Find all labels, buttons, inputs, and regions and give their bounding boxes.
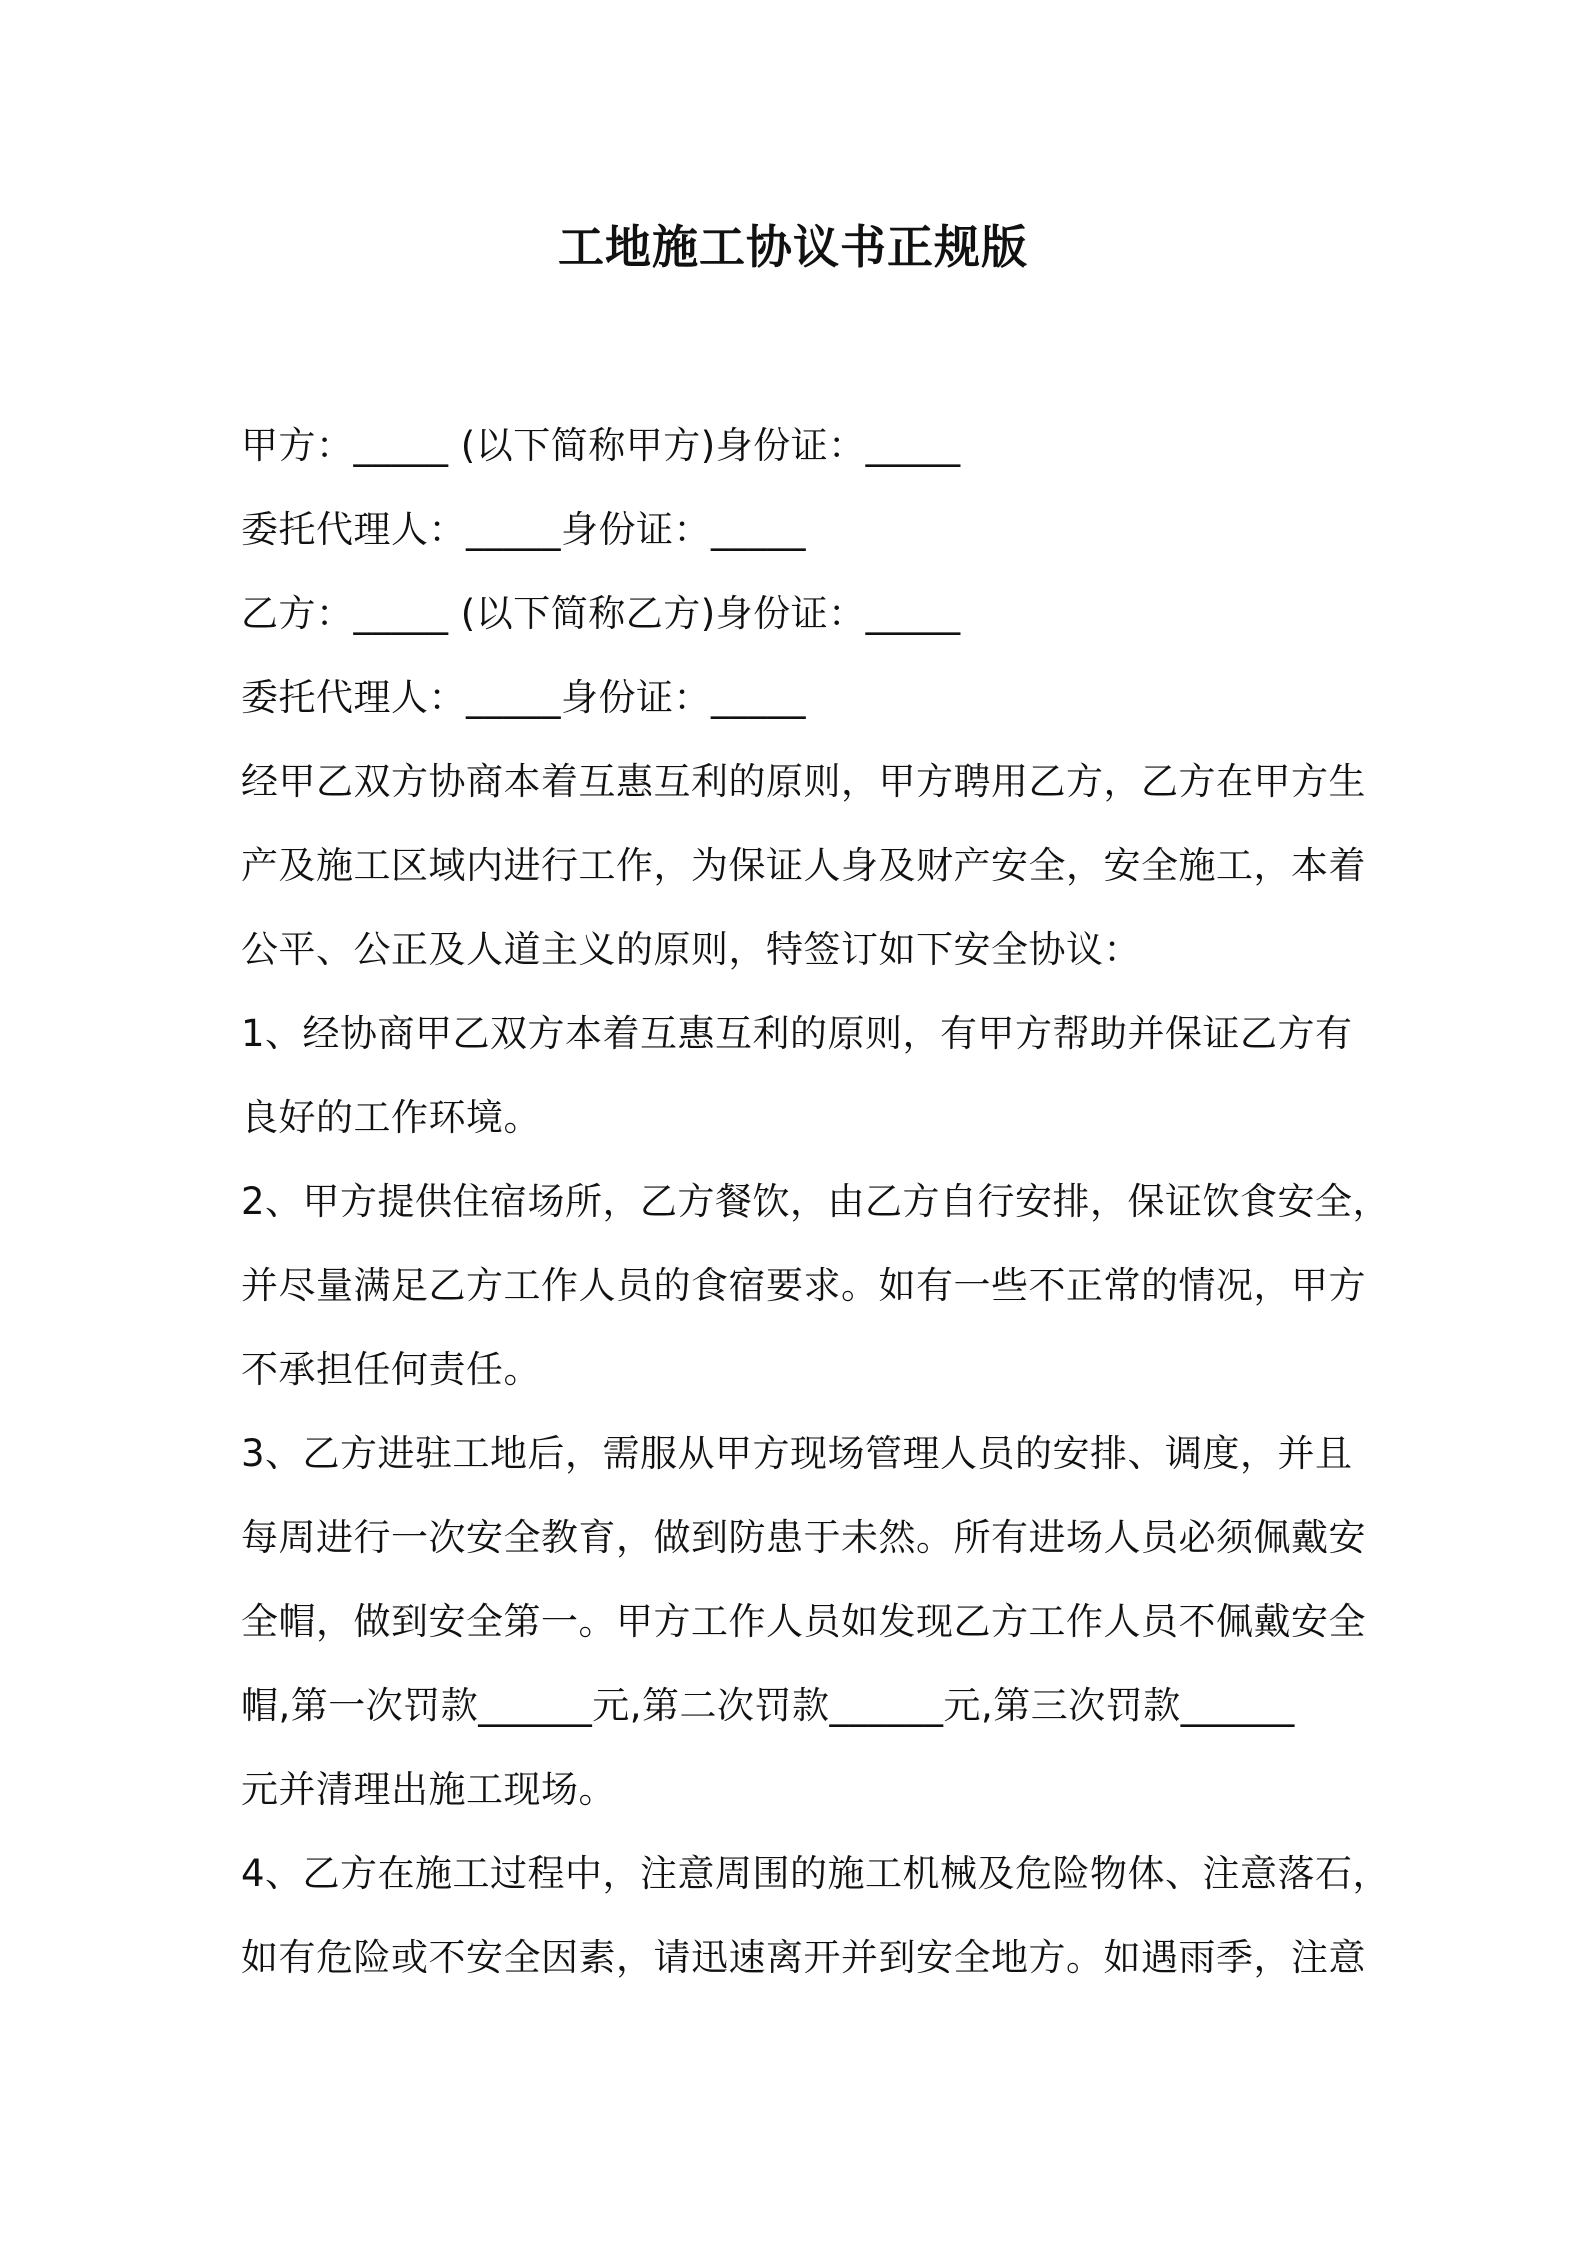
text-line: 全帽，做到安全第一。甲方工作人员如发现乙方工作人员不佩戴安全 (241, 1600, 1366, 1643)
text-line: 2、甲方提供住宿场所，乙方餐饮，由乙方自行安排，保证饮食安全， (241, 1180, 1391, 1223)
text-line: 如有危险或不安全因素，请迅速离开并到安全地方。如遇雨季，注意 (241, 1936, 1366, 1979)
text-line: 乙方：_____ (以下简称乙方)身份证：_____ (241, 592, 961, 635)
text-line: 1、经协商甲乙双方本着互惠互利的原则，有甲方帮助并保证乙方有 (241, 1012, 1353, 1055)
document-body (241, 404, 1391, 2000)
text-line: 4、乙方在施工过程中，注意周围的施工机械及危险物体、注意落石， (241, 1852, 1391, 1895)
text-line: 不承担任何责任。 (241, 1348, 541, 1391)
text-line: 元并清理出施工现场。 (241, 1768, 616, 1811)
text-line: 3、乙方进驻工地后，需服从甲方现场管理人员的安排、调度，并且 (241, 1432, 1353, 1475)
text-line: 每周进行一次安全教育，做到防患于未然。所有进场人员必须佩戴安 (241, 1516, 1366, 1559)
text-line: 甲方：_____ (以下简称甲方)身份证：_____ (241, 424, 961, 467)
text-line: 经甲乙双方协商本着互惠互利的原则，甲方聘用乙方，乙方在甲方生 (241, 760, 1366, 803)
text-line: 产及施工区域内进行工作，为保证人身及财产安全，安全施工，本着 (241, 844, 1366, 887)
text-line: 委托代理人：_____身份证：_____ (241, 676, 806, 719)
text-line: 并尽量满足乙方工作人员的食宿要求。如有一些不正常的情况，甲方 (241, 1264, 1366, 1307)
document-title: 工地施工协议书正规版 (558, 220, 1028, 274)
text-line: 公平、公正及人道主义的原则，特签订如下安全协议： (241, 928, 1141, 971)
text-line: 良好的工作环境。 (241, 1096, 541, 1139)
text-line: 帽,第一次罚款______元,第二次罚款______元,第三次罚款______ (241, 1684, 1295, 1727)
text-line: 委托代理人：_____身份证：_____ (241, 508, 806, 551)
